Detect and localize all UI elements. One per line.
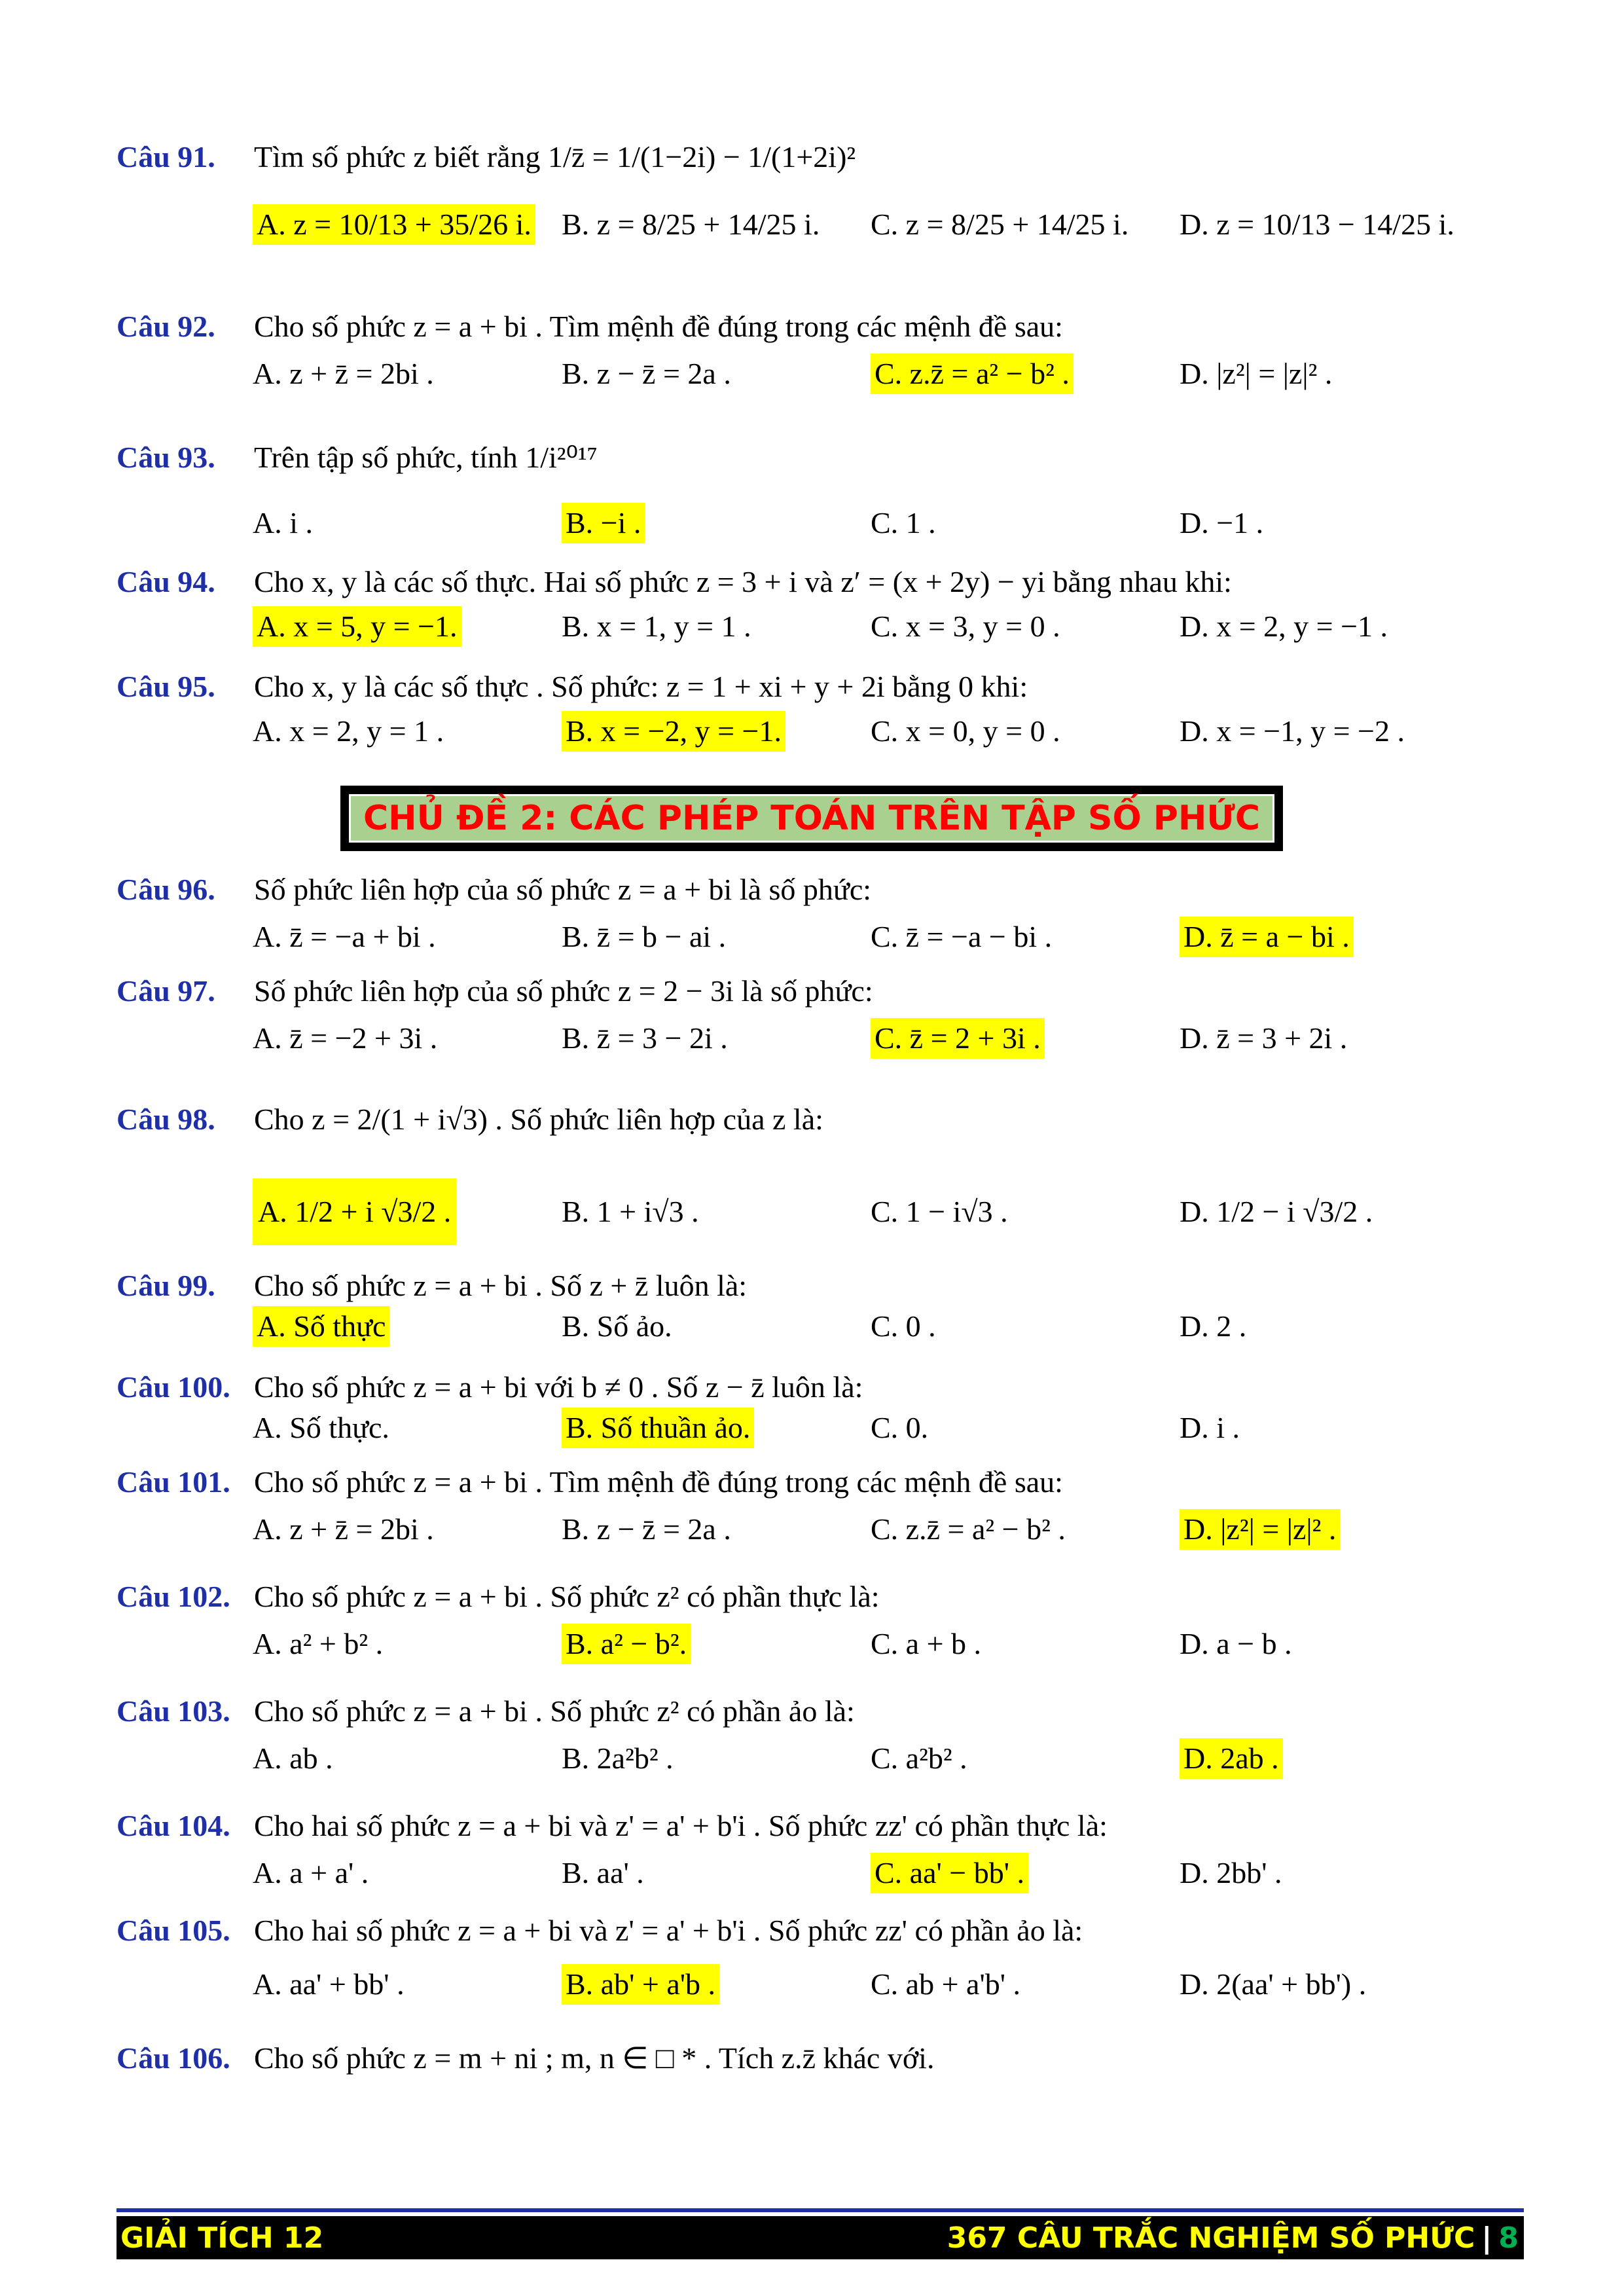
question-text: Tìm số phức z biết rằng 1/z̄ = 1/(1−2i) − 1/(1+2i)² — [254, 140, 856, 173]
question-text: Cho số phức z = a + bi . Số z + z̄ luôn là: — [254, 1269, 748, 1302]
option-a[interactable] — [253, 606, 562, 647]
question-94 — [117, 563, 1530, 647]
answer-highlight: A. 1/2 + i √3/2 . — [253, 1178, 456, 1245]
question-104 — [117, 1807, 1530, 1893]
option-c[interactable] — [871, 1018, 1180, 1059]
question-text: Cho z = 2/(1 + i√3) . Số phức liên hợp của z là: — [254, 1102, 823, 1136]
question-number: Câu 99. — [117, 1269, 215, 1302]
option-b[interactable] — [562, 1964, 871, 2005]
option-c[interactable]: C. z = 8/25 + 14/25 i. — [871, 208, 1129, 241]
option-c[interactable]: C. 0. — [871, 1411, 929, 1444]
question-92 — [117, 308, 1530, 394]
question-number: Câu 106. — [117, 2041, 230, 2075]
question-number: Câu 104. — [117, 1809, 230, 1842]
option-d[interactable]: D. i . — [1180, 1411, 1240, 1444]
option-a[interactable] — [253, 1306, 562, 1347]
question-97 — [117, 972, 1530, 1059]
option-d[interactable] — [1180, 1509, 1441, 1550]
option-b[interactable] — [562, 503, 871, 543]
question-number: Câu 100. — [117, 1370, 230, 1404]
question-99 — [117, 1267, 1530, 1347]
option-a[interactable]: A. a + a' . — [253, 1856, 369, 1889]
page-number: 8 — [1498, 2221, 1519, 2255]
option-b[interactable]: B. 2a²b² . — [562, 1741, 674, 1775]
question-98 — [117, 1087, 1530, 1245]
option-d[interactable]: D. 2 . — [1180, 1309, 1247, 1343]
option-d[interactable] — [1180, 917, 1441, 957]
answer-highlight: B. Số thuần ảo. — [562, 1408, 754, 1448]
question-text: Cho x, y là các số thực . Số phức: z = 1 + xi + y + 2i bằng 0 khi: — [254, 670, 1028, 703]
question-text: Cho số phức z = a + bi . Tìm mệnh đề đúng trong các mệnh đề sau: — [254, 310, 1063, 343]
option-b[interactable]: B. z̄ = 3 − 2i . — [562, 1021, 728, 1055]
option-a[interactable]: A. a² + b² . — [253, 1627, 384, 1660]
question-91 — [117, 124, 1530, 245]
option-d[interactable]: D. 1/2 − i √3/2 . — [1180, 1195, 1373, 1228]
option-b[interactable]: B. z − z̄ = 2a . — [562, 1512, 731, 1546]
answer-highlight: B. a² − b². — [562, 1624, 691, 1664]
option-b[interactable]: B. Số ảo. — [562, 1309, 672, 1343]
option-b[interactable] — [562, 1624, 871, 1664]
footer-subject: GIẢI TÍCH 12 — [120, 2221, 324, 2255]
question-text: Cho số phức z = a + bi . Tìm mệnh đề đúng trong các mệnh đề sau: — [254, 1465, 1063, 1499]
question-number: Câu 102. — [117, 1580, 230, 1613]
answer-highlight: A. z = 10/13 + 35/26 i. — [253, 204, 535, 245]
option-d[interactable]: D. 2(aa' + bb') . — [1180, 1967, 1367, 2001]
option-d[interactable]: D. z̄ = 3 + 2i . — [1180, 1021, 1348, 1055]
question-number: Câu 105. — [117, 1914, 230, 1947]
option-c[interactable] — [871, 354, 1180, 394]
question-102 — [117, 1578, 1530, 1664]
question-96 — [117, 871, 1530, 957]
footer-bar — [117, 2216, 1524, 2259]
question-106 — [117, 2039, 1530, 2077]
question-100 — [117, 1368, 1530, 1448]
question-number: Câu 95. — [117, 670, 215, 703]
answer-highlight: C. aa' − bb' . — [871, 1853, 1028, 1893]
question-text: Số phức liên hợp của số phức z = a + bi là số phức: — [254, 873, 872, 906]
question-text: Số phức liên hợp của số phức z = 2 − 3i là số phức: — [254, 974, 873, 1008]
footer-book-title: 367 CÂU TRẮC NGHIỆM SỐ PHỨC — [947, 2221, 1475, 2255]
question-text: Cho x, y là các số thực. Hai số phức z = 3 + i và z′ = (x + 2y) − yi bằng nhau khi: — [254, 565, 1232, 598]
option-c[interactable]: C. 1 − i√3 . — [871, 1195, 1008, 1228]
option-a[interactable]: A. Số thực. — [253, 1411, 389, 1444]
answer-highlight: A. x = 5, y = −1. — [253, 606, 461, 647]
answer-highlight: A. Số thực — [253, 1306, 389, 1347]
answer-highlight: C. z.z̄ = a² − b² . — [871, 354, 1074, 394]
topic-banner-title: CHỦ ĐỀ 2: CÁC PHÉP TOÁN TRÊN TẬP SỐ PHỨC — [349, 794, 1274, 843]
answer-highlight: D. |z²| = |z|² . — [1180, 1509, 1340, 1550]
topic-banner — [340, 786, 1283, 851]
question-number: Câu 97. — [117, 974, 215, 1008]
answer-highlight: B. ab' + a'b . — [562, 1964, 719, 2005]
option-d[interactable]: D. z = 10/13 − 14/25 i. — [1180, 208, 1454, 241]
option-b[interactable]: B. aa' . — [562, 1856, 644, 1889]
question-text: Cho số phức z = a + bi . Số phức z² có phần thực là: — [254, 1580, 880, 1613]
question-number: Câu 101. — [117, 1465, 230, 1499]
option-b[interactable]: B. z − z̄ = 2a . — [562, 357, 731, 390]
option-c[interactable]: C. ab + a'b' . — [871, 1967, 1021, 2001]
question-93 — [117, 439, 1530, 543]
option-b[interactable]: B. 1 + i√3 . — [562, 1195, 699, 1228]
option-a[interactable] — [253, 204, 562, 245]
option-c[interactable]: C. x = 3, y = 0 . — [871, 610, 1060, 643]
footer-separator: | — [1481, 2221, 1492, 2255]
option-d[interactable] — [1180, 1738, 1441, 1779]
question-105 — [117, 1912, 1530, 2005]
question-text: Cho số phức z = a + bi với b ≠ 0 . Số z − z̄ luôn là: — [254, 1370, 863, 1404]
option-b[interactable]: B. z = 8/25 + 14/25 i. — [562, 208, 820, 241]
question-text: Cho số phức z = m + ni ; m, n ∈ □ * . Tích z.z̄ khác với. — [254, 2041, 935, 2075]
answer-highlight: D. z̄ = a − bi . — [1180, 917, 1354, 957]
option-b[interactable] — [562, 1408, 871, 1448]
option-a[interactable]: A. z̄ = −a + bi . — [253, 920, 436, 953]
option-a[interactable]: A. z + z̄ = 2bi . — [253, 357, 434, 390]
option-d[interactable]: D. −1 . — [1180, 506, 1264, 539]
question-number: Câu 98. — [117, 1102, 215, 1136]
option-a[interactable]: A. z̄ = −2 + 3i . — [253, 1021, 438, 1055]
question-103 — [117, 1692, 1530, 1779]
answer-highlight: B. −i . — [562, 503, 645, 543]
question-number: Câu 103. — [117, 1694, 230, 1728]
option-a[interactable] — [253, 1178, 562, 1245]
option-d[interactable]: D. |z²| = |z|² . — [1180, 357, 1333, 390]
option-c[interactable]: C. x = 0, y = 0 . — [871, 714, 1060, 748]
option-a[interactable]: A. z + z̄ = 2bi . — [253, 1512, 434, 1546]
question-101 — [117, 1463, 1530, 1550]
question-number: Câu 94. — [117, 565, 215, 598]
option-b[interactable]: B. z̄ = b − ai . — [562, 920, 727, 953]
question-number: Câu 93. — [117, 441, 215, 474]
question-number: Câu 96. — [117, 873, 215, 906]
option-c[interactable]: C. z.z̄ = a² − b² . — [871, 1512, 1066, 1546]
option-b[interactable] — [562, 711, 871, 752]
option-a[interactable]: A. x = 2, y = 1 . — [253, 714, 444, 748]
option-c[interactable]: C. z̄ = −a − bi . — [871, 920, 1053, 953]
question-95 — [117, 668, 1530, 752]
answer-highlight: D. 2ab . — [1180, 1738, 1283, 1779]
option-b[interactable]: B. x = 1, y = 1 . — [562, 610, 751, 643]
answer-highlight: B. x = −2, y = −1. — [562, 711, 785, 752]
footer-rule — [117, 2208, 1524, 2212]
option-d[interactable]: D. a − b . — [1180, 1627, 1292, 1660]
option-c[interactable] — [871, 1853, 1180, 1893]
option-c[interactable]: C. a²b² . — [871, 1741, 967, 1775]
question-number: Câu 91. — [117, 140, 215, 173]
answer-highlight: C. z̄ = 2 + 3i . — [871, 1018, 1045, 1059]
option-d[interactable]: D. 2bb' . — [1180, 1856, 1282, 1889]
footer-right — [947, 2221, 1524, 2255]
question-text: Trên tập số phức, tính 1/i²⁰¹⁷ — [254, 441, 598, 474]
option-c[interactable]: C. a + b . — [871, 1627, 982, 1660]
option-d[interactable]: D. x = 2, y = −1 . — [1180, 610, 1388, 643]
option-a[interactable]: A. aa' + bb' . — [253, 1967, 405, 2001]
option-a[interactable]: A. ab . — [253, 1741, 333, 1775]
option-c[interactable]: C. 1 . — [871, 506, 936, 539]
option-a[interactable]: A. i . — [253, 506, 313, 539]
question-text: Cho hai số phức z = a + bi và z' = a' + b'i . Số phức zz' có phần ảo là: — [254, 1914, 1083, 1947]
option-d[interactable]: D. x = −1, y = −2 . — [1180, 714, 1405, 748]
option-c[interactable]: C. 0 . — [871, 1309, 936, 1343]
question-text: Cho hai số phức z = a + bi và z' = a' + b'i . Số phức zz' có phần thực là: — [254, 1809, 1108, 1842]
question-text: Cho số phức z = a + bi . Số phức z² có phần ảo là: — [254, 1694, 855, 1728]
question-number: Câu 92. — [117, 310, 215, 343]
